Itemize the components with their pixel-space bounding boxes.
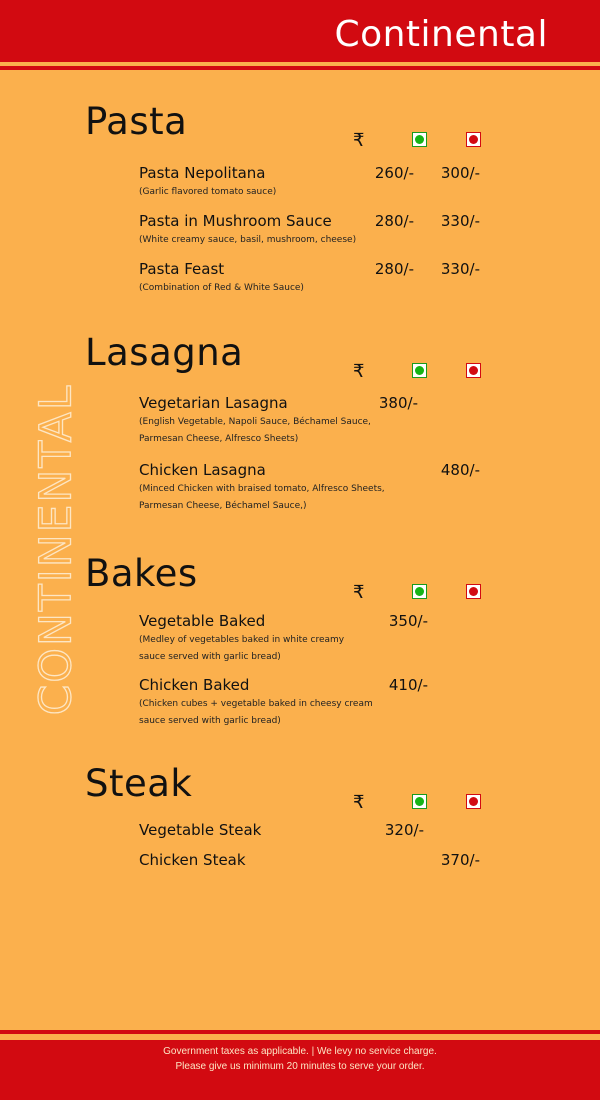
veg-price: 320/- xyxy=(384,821,424,839)
section-title: Lasagna xyxy=(85,331,244,374)
item-name: Pasta Nepolitana xyxy=(139,164,266,182)
item-description: (Chicken cubes + vegetable baked in cheesy cream sauce served with garlic bread) xyxy=(139,699,373,726)
item-name: Chicken Lasagna xyxy=(139,461,266,479)
page-title: Continental xyxy=(334,14,548,55)
nonveg-price: 480/- xyxy=(440,461,480,479)
nonveg-icon xyxy=(466,132,481,147)
veg-price: 410/- xyxy=(388,676,428,694)
item-name: Pasta in Mushroom Sauce xyxy=(139,212,332,230)
item-description: (Combination of Red & White Sauce) xyxy=(139,283,304,293)
footer-divider xyxy=(0,1030,600,1034)
veg-price: 280/- xyxy=(374,212,414,230)
footer-tax-note: Government taxes as applicable. | We levy no service charge. xyxy=(163,1046,437,1057)
header-divider xyxy=(0,66,600,70)
footer-wait-note: Please give us minimum 20 minutes to serve your order. xyxy=(175,1061,425,1072)
price-legend xyxy=(0,130,600,150)
section-title: Pasta xyxy=(85,100,188,143)
nonveg-price: 330/- xyxy=(440,212,480,230)
item-name: Vegetable Baked xyxy=(139,612,266,630)
item-description: (Garlic flavored tomato sauce) xyxy=(139,187,277,197)
nonveg-price: 370/- xyxy=(440,851,480,869)
veg-icon xyxy=(412,584,427,599)
veg-price: 350/- xyxy=(388,612,428,630)
nonveg-price: 300/- xyxy=(440,164,480,182)
nonveg-price: 330/- xyxy=(440,260,480,278)
rupee-icon: ₹ xyxy=(353,792,365,813)
item-name: Vegetable Steak xyxy=(139,821,262,839)
side-label xyxy=(30,374,82,724)
nonveg-icon xyxy=(466,794,481,809)
item-name: Chicken Baked xyxy=(139,676,250,694)
footer-bar xyxy=(0,1040,600,1100)
item-description: (Minced Chicken with braised tomato, Alfresco Sheets, Parmesan Cheese, Béchamel Sauce,) xyxy=(139,484,385,511)
veg-price: 260/- xyxy=(374,164,414,182)
section-title: Steak xyxy=(85,762,193,805)
item-name: Pasta Feast xyxy=(139,260,225,278)
veg-icon xyxy=(412,794,427,809)
veg-price: 380/- xyxy=(378,394,418,412)
side-label-text: CONTINENTAL xyxy=(30,383,82,715)
veg-price: 280/- xyxy=(374,260,414,278)
rupee-icon: ₹ xyxy=(353,130,365,151)
item-name: Chicken Steak xyxy=(139,851,246,869)
rupee-icon: ₹ xyxy=(353,582,365,603)
veg-icon xyxy=(412,363,427,378)
price-legend xyxy=(0,582,600,602)
nonveg-icon xyxy=(466,363,481,378)
item-name: Vegetarian Lasagna xyxy=(139,394,288,412)
item-description: (White creamy sauce, basil, mushroom, cheese) xyxy=(139,235,357,245)
item-description: (English Vegetable, Napoli Sauce, Béchamel Sauce, Parmesan Cheese, Alfresco Sheets) xyxy=(139,417,371,444)
item-description: (Medley of vegetables baked in white creamy sauce served with garlic bread) xyxy=(139,635,345,662)
price-legend xyxy=(0,361,600,381)
price-legend xyxy=(0,792,600,812)
section-title: Bakes xyxy=(85,552,198,595)
header-bar xyxy=(0,0,600,62)
veg-icon xyxy=(412,132,427,147)
nonveg-icon xyxy=(466,584,481,599)
rupee-icon: ₹ xyxy=(353,361,365,382)
